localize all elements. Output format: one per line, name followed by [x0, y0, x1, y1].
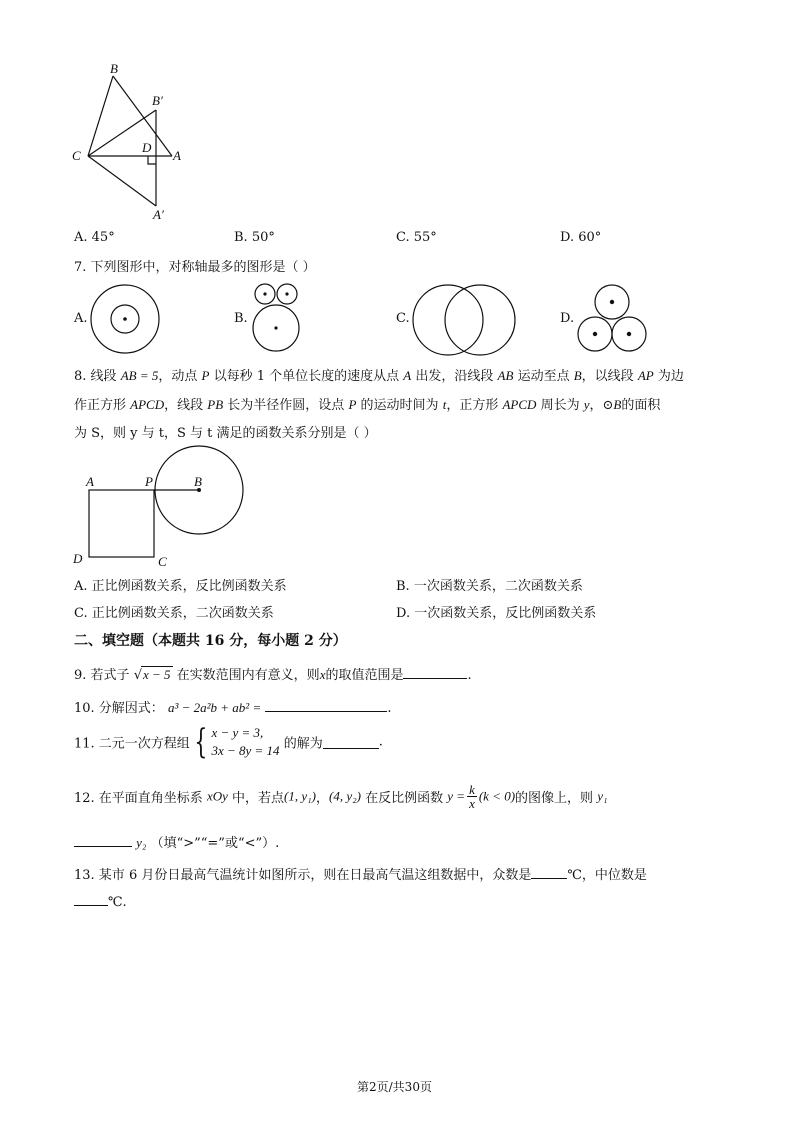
q11-answer-blank[interactable] — [323, 736, 379, 749]
q11-equation-2: 3x − 8y = 14 — [211, 743, 280, 758]
q6-option-a: A. 45° — [74, 230, 115, 245]
q7-option-c-letter: C. — [396, 311, 410, 326]
q10-answer-blank[interactable] — [265, 699, 387, 712]
q11: 11. 二元一次方程组 { x − y = 3, 3x − 8y = 14 的解为 . — [74, 722, 383, 762]
q8-option-d: D. 一次函数关系，反比例函数关系 — [396, 606, 597, 621]
q8-option-b: B. 一次函数关系，二次函数关系 — [396, 579, 583, 594]
q13-mode-blank[interactable] — [531, 866, 567, 879]
fig8-label-d: D — [73, 551, 83, 566]
fig6-label-ap: A′ — [153, 207, 164, 222]
q6-option-b: B. 50° — [234, 230, 275, 245]
q8-option-c: C. 正比例函数关系，二次函数关系 — [74, 606, 274, 621]
q10: 10. 分解因式： a³ − 2a²b + ab² = . — [74, 700, 392, 716]
fig6-label-a: A — [173, 148, 181, 163]
q6-option-c: C. 55° — [396, 230, 437, 245]
q7-figure-a-concentric-circles — [88, 283, 164, 359]
fig8-label-a: A — [86, 474, 94, 489]
fig6-label-bp: B′ — [152, 93, 163, 108]
fig6-label-c: C — [72, 148, 81, 163]
q8-line-1: 8. 线段 AB = 5，动点 P 以每秒 1 个单位长度的速度从点 A 出发，沿线段 AB 运动至点 B，以线段 AP 为边 — [74, 368, 684, 384]
fig6-label-d: D — [142, 140, 152, 155]
fig8-label-p: P — [145, 474, 153, 489]
q7-stem: 7. 下列图形中，对称轴最多的图形是（ ） — [74, 260, 316, 275]
q9-answer-blank[interactable] — [403, 666, 467, 679]
q7-option-d-letter: D. — [560, 311, 575, 326]
q8-option-a: A. 正比例函数关系，反比例函数关系 — [74, 579, 287, 594]
section-2-title: 二、填空题（本题共 16 分，每小题 2 分） — [74, 633, 347, 649]
q7-option-a-letter: A. — [74, 311, 88, 326]
q7-option-b-letter: B. — [234, 311, 248, 326]
q7-figure-c-overlapping-circles — [410, 282, 520, 360]
q9-radicand: x − 5 — [142, 667, 171, 682]
fig6-label-b: B — [110, 61, 118, 76]
q8-line-2: 作正方形 APCD，线段 PB 长为半径作圆，设点 P 的运动时间为 t，正方形 APCD 周长为 y，⊙B的面积 — [74, 397, 661, 413]
fig8-label-b: B — [194, 474, 202, 489]
q12-line-1: 12. 在平面直角坐标系 xOy 中，若点(1, y₁)，(4, y₂) 在反比例函数 y = $\frac{k}{x}$ (k < 0)的图像上，则 y₁ — [74, 782, 608, 811]
q13-line-2: ℃. — [74, 893, 127, 910]
q11-equation-1: x − y = 3, — [211, 725, 264, 740]
q6-triangle-figure — [68, 58, 198, 223]
page-number: 第2页/共30页 — [357, 1080, 432, 1094]
q13-line-1: 13. 某市 6 月份日最高气温统计如图所示，则在日最高气温这组数据中，众数是 ℃，中位数是 — [74, 868, 647, 883]
q8-square-circle-figure — [68, 440, 258, 575]
q8-line-3: 为 S，则 y 与 t，S 与 t 满足的函数关系分别是（ ） — [74, 426, 377, 441]
q7-figure-d-three-tangent-circles — [574, 282, 654, 358]
q9: 9. 若式子 √x − 5 在实数范围内有意义，则x的取值范围是 . — [74, 667, 472, 683]
q6-option-d: D. 60° — [560, 230, 602, 245]
fig8-label-c: C — [158, 554, 167, 569]
q12-answer-blank[interactable] — [74, 834, 132, 847]
q13-median-blank[interactable] — [74, 893, 108, 906]
q7-figure-b-three-circles — [248, 282, 310, 360]
q12-line-2: y₂ （填“>”“=”或“<”）. — [74, 832, 279, 851]
